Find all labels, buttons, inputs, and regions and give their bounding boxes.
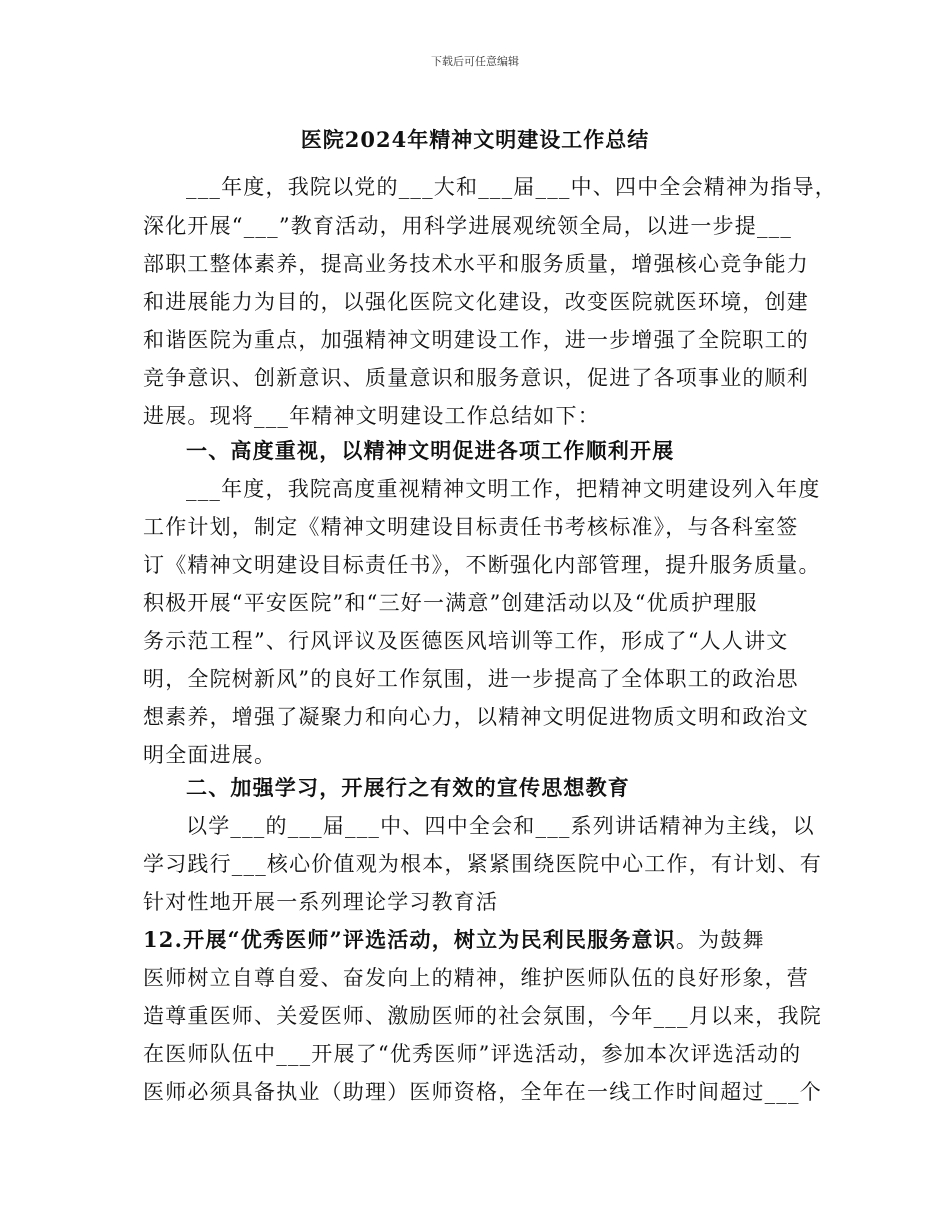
paragraph-line: 医师必须具备执业（助理）医师资格，全年在一线工作时间超过___个 xyxy=(143,1080,822,1104)
paragraph-line: 和进展能力为目的，以强化医院文化建设，改变医院就医环境，创建 xyxy=(143,290,809,314)
paragraph-line: 在医师队伍中___开展了“优秀医师”评选活动，参加本次评选活动的 xyxy=(143,1042,802,1066)
paragraph-line: 以学___的___届___中、四中全会和___系列讲话精神为主线，以 xyxy=(186,814,815,838)
paragraph-line: 部职工整体素养，提高业务技术水平和服务质量，增强核心竞争能力 xyxy=(143,252,809,276)
paragraph-lead-line xyxy=(143,925,813,955)
paragraph-line: 针对性地开展一系列理论学习教育活 xyxy=(143,890,499,914)
lead-bold-text: 12.开展“优秀医师”评选活动，树立为民利民服务意识 xyxy=(143,927,676,952)
paragraph-line: 明，全院树新风”的良好工作氛围，进一步提高了全体职工的政治思 xyxy=(143,667,799,691)
paragraph-line: 造尊重医师、关爱医师、激励医师的社会氛围，今年___月以来，我院 xyxy=(143,1004,822,1028)
paragraph-line: 深化开展“___”教育活动，用科学进展观统领全局，以进一步提___ xyxy=(143,214,793,238)
paragraph-line: ___年度，我院以党的___大和___届___中、四中全会精神为指导， xyxy=(186,175,837,199)
header-note: 下载后可任意编辑 xyxy=(431,55,519,68)
paragraph-line: 竞争意识、创新意识、质量意识和服务意识，促进了各项事业的顺利 xyxy=(143,366,809,390)
paragraph-line: 和谐医院为重点，加强精神文明建设工作，进一步增强了全院职工的 xyxy=(143,328,809,352)
document-title: 医院2024年精神文明建设工作总结 xyxy=(300,127,650,152)
paragraph-line: 学习践行___核心价值观为根本，紧紧围绕医院中心工作，有计划、有 xyxy=(143,852,822,876)
section-heading: 二、加强学习，开展行之有效的宣传思想教育 xyxy=(186,775,630,800)
paragraph-line: 工作计划，制定《精神文明建设目标责任书考核标准》，与各科室签 xyxy=(143,515,799,539)
section-heading: 一、高度重视，以精神文明促进各项工作顺利开展 xyxy=(186,438,675,463)
paragraph-line: 务示范工程”、行风评议及医德医风培训等工作，形成了“人人讲文 xyxy=(143,629,789,653)
paragraph-line: ___年度，我院高度重视精神文明工作，把精神文明建设列入年度 xyxy=(186,477,821,501)
paragraph-line: 进展。现将___年精神文明建设工作总结如下： xyxy=(143,404,600,428)
lead-rest-text: 。为鼓舞 xyxy=(675,928,765,952)
paragraph-line: 医师树立自尊自爱、奋发向上的精神，维护医师队伍的良好形象，营 xyxy=(143,966,809,990)
paragraph-line: 积极开展“平安医院”和“三好一满意”创建活动以及“优质护理服 xyxy=(143,591,758,615)
paragraph-line: 订《精神文明建设目标责任书》，不断强化内部管理，提升服务质量。 xyxy=(143,553,821,577)
paragraph-line: 明全面进展。 xyxy=(143,743,277,767)
paragraph-line: 想素养，增强了凝聚力和向心力，以精神文明促进物质文明和政治文 xyxy=(143,705,809,729)
